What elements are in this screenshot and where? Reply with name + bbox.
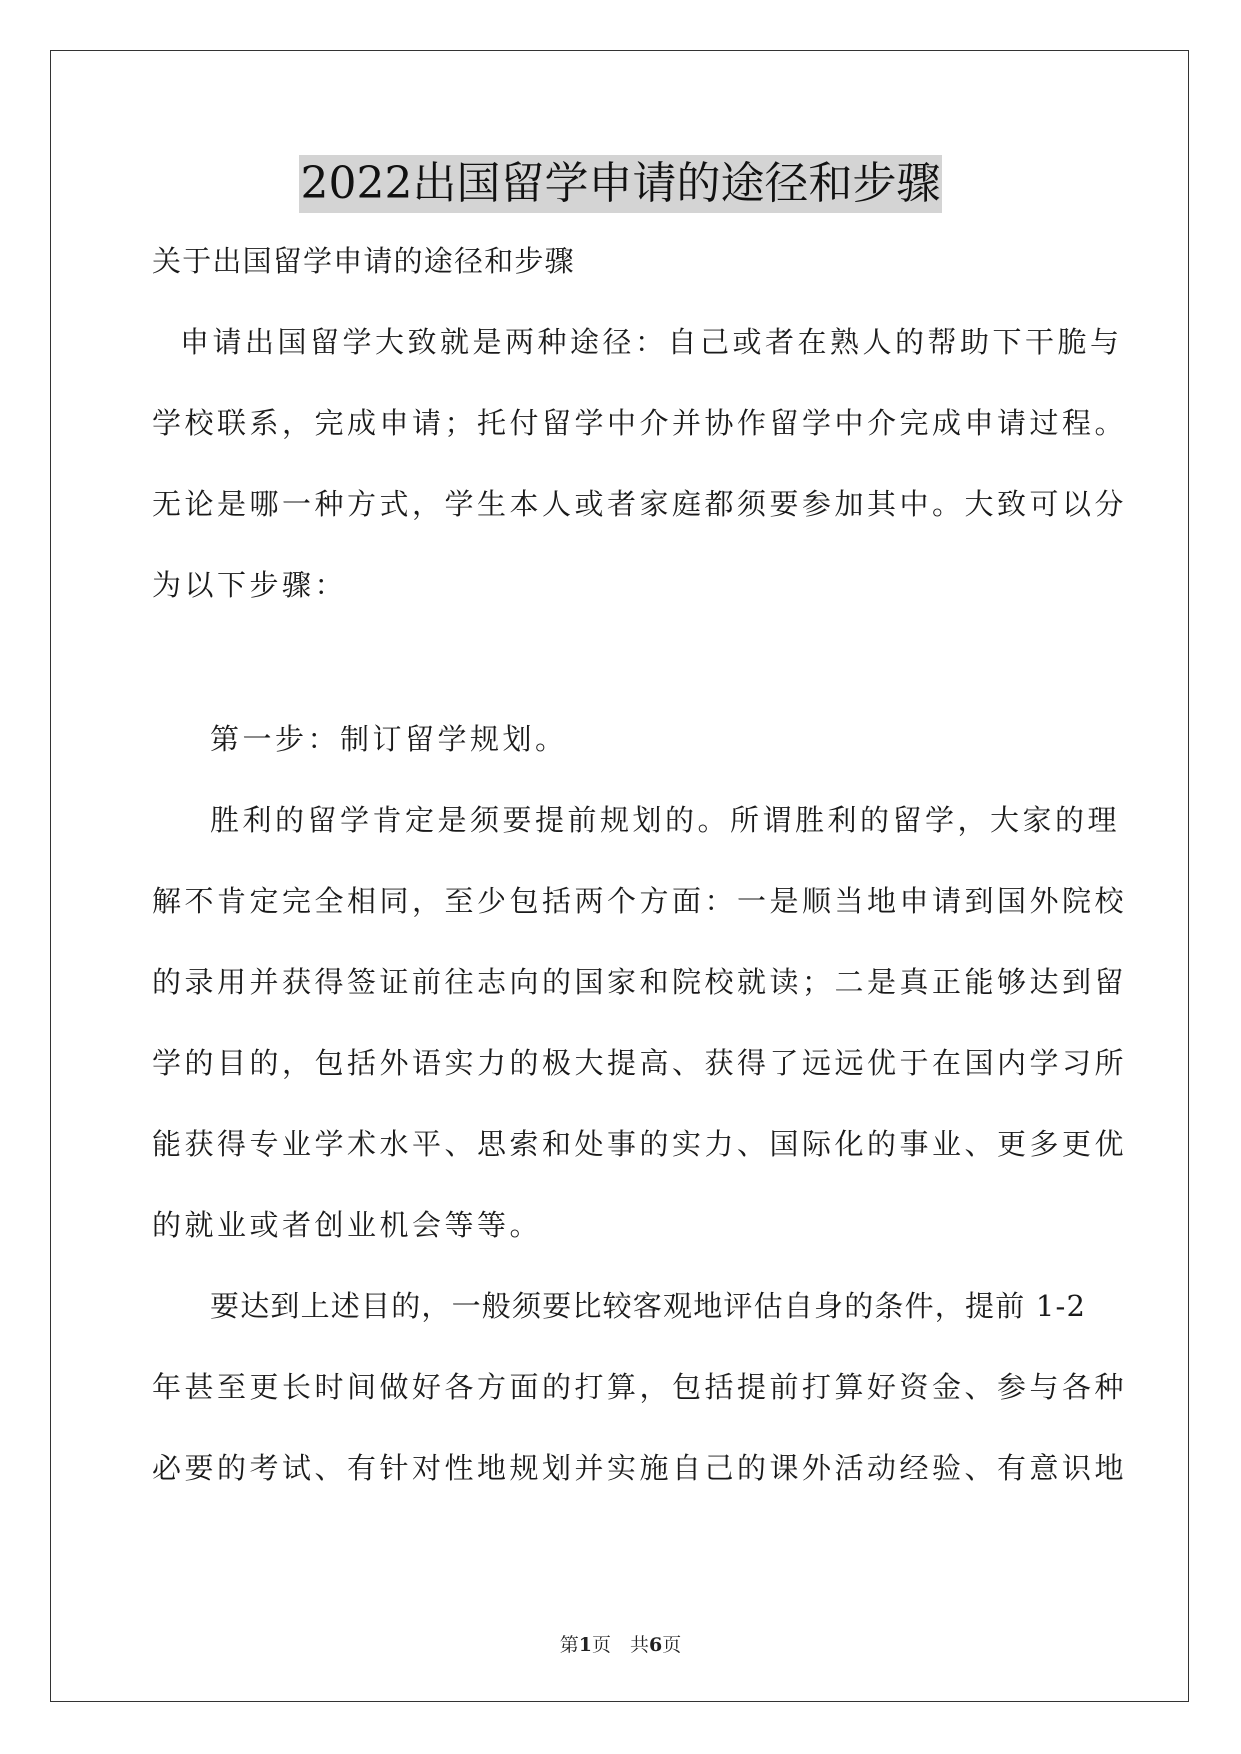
subtitle-line: 关于出国留学申请的途径和步骤 — [152, 244, 575, 278]
paragraph-line: 学校联系，完成申请；托付留学中介并协作留学中介完成申请过程。 — [152, 406, 1128, 440]
page-suffix: 页 — [662, 1634, 682, 1656]
paragraph-line: 要达到上述目的，一般须要比较客观地评估自身的条件，提前 1-2 — [210, 1289, 1087, 1323]
total-page-count: 6 — [649, 1634, 663, 1656]
title-container — [0, 155, 1241, 213]
step-heading: 第一步：制订留学规划。 — [210, 722, 568, 756]
current-page-number: 1 — [578, 1634, 592, 1656]
paragraph-line: 能获得专业学术水平、思索和处事的实力、国际化的事业、更多更优 — [152, 1127, 1128, 1161]
paragraph-line: 胜利的留学肯定是须要提前规划的。所谓胜利的留学，大家的理 — [210, 803, 1121, 837]
paragraph-line: 必要的考试、有针对性地规划并实施自己的课外活动经验、有意识地 — [152, 1451, 1128, 1485]
paragraph-line: 的录用并获得签证前往志向的国家和院校就读；二是真正能够达到留 — [152, 965, 1128, 999]
page-footer — [0, 1630, 1241, 1657]
paragraph-line: 的就业或者创业机会等等。 — [152, 1208, 543, 1242]
document-body — [152, 232, 1128, 1520]
paragraph-line: 申请出国留学大致就是两种途径：自己或者在熟人的帮助下干脆与 — [180, 325, 1123, 359]
paragraph-line: 年甚至更长时间做好各方面的打算，包括提前打算好资金、参与各种 — [152, 1370, 1128, 1404]
page-separator: 页 共 — [591, 1634, 649, 1656]
paragraph-line: 为以下步骤： — [152, 568, 348, 602]
paragraph-line: 解不肯定完全相同，至少包括两个方面：一是顺当地申请到国外院校 — [152, 884, 1128, 918]
page-prefix: 第 — [559, 1634, 579, 1656]
paragraph-line: 学的目的，包括外语实力的极大提高、获得了远远优于在国内学习所 — [152, 1046, 1128, 1080]
document-title: 2022出国留学申请的途径和步骤 — [299, 155, 943, 213]
paragraph-line: 无论是哪一种方式，学生本人或者家庭都须要参加其中。大致可以分 — [152, 487, 1128, 521]
